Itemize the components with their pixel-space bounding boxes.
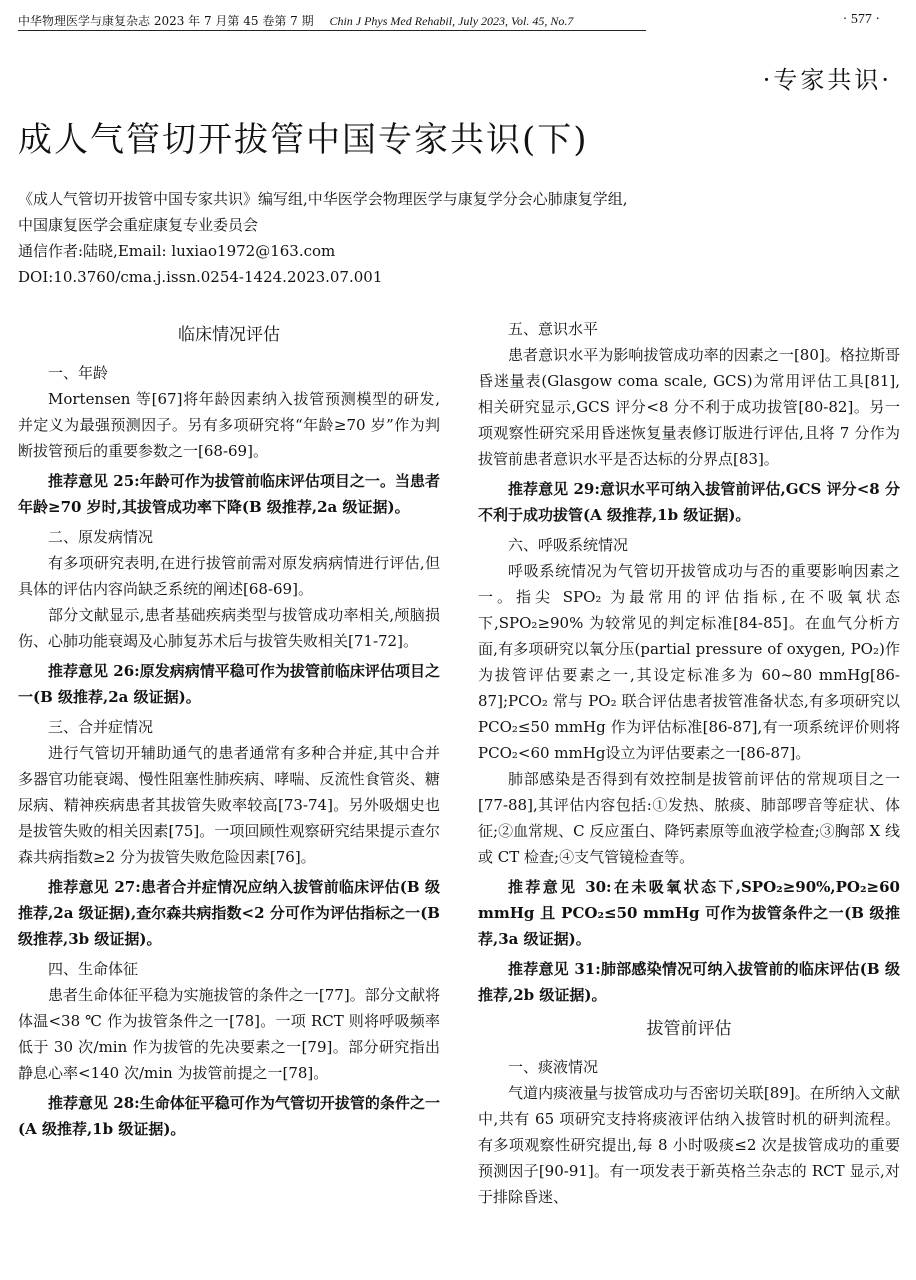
paragraph: 肺部感染是否得到有效控制是拔管前评估的常规项目之一[77-88],其评估内容包括:①发热、脓痰、肺部啰音等症状、体征;②血常规、C 反应蛋白、降钙素原等血液学检查;③胸部 X 线或 CT 检查;④支气管镜检查等。 xyxy=(478,770,900,866)
column-label: ·专家共识· xyxy=(762,66,892,94)
recommendation-31: 推荐意见 31:肺部感染情况可纳入拔管前的临床评估(B 级推荐,2b 级证据)。 xyxy=(478,960,900,1004)
subheading-comorbidity: 三、合并症情况 xyxy=(48,718,154,736)
recommendation-28: 推荐意见 28:生命体征平稳可作为气管切开拔管的条件之一(A 级推荐,1b 级证据)。 xyxy=(18,1094,440,1138)
article-title: 成人气管切开拔管中国专家共识(下) xyxy=(18,120,589,160)
page-number: · 577 · xyxy=(842,12,880,27)
subheading-respiratory: 六、呼吸系统情况 xyxy=(508,536,629,554)
paragraph: 呼吸系统情况为气管切开拔管成功与否的重要影响因素之一。指尖 SPO₂ 为最常用的评估指标,在不吸氧状态下,SPO₂≥90% 为较常见的判定标准[84-85]。在血气分析方面,有多项研究以氧分压(partial pressure of oxygen, PO₂)作为拔管评估要素之一,其设定标准多为 60~80 mmHg[86-87];PCO₂ 常与 PO₂ 联合评估患者拔管准备状态,有多项研究以 PCO₂≤50 mmHg 作为评估标准[86-87],有一项系统评价则将 PCO₂<60 mmHg设立为评估要素之一[86-87]。 xyxy=(478,562,900,762)
right-column xyxy=(478,316,900,1210)
paragraph: 部分文献显示,患者基础疾病类型与拔管成功率相关,颅脑损伤、心肺功能衰竭及心肺复苏术后与拔管失败相关[71-72]。 xyxy=(18,606,440,650)
paragraph: 气道内痰液量与拔管成功与否密切关联[89]。在所纳入文献中,共有 65 项研究支持将痰液评估纳入拔管时机的研判流程。有多项观察性研究提出,每 8 小时吸痰≤2 次是拔管成功的重要预测因子[90-91]。有一项发表于新英格兰杂志的 RCT 显示,对于排除昏迷、 xyxy=(478,1084,900,1206)
recommendation-29: 推荐意见 29:意识水平可纳入拔管前评估,GCS 评分<8 分不利于成功拔管(A 级推荐,1b 级证据)。 xyxy=(478,480,900,524)
paragraph: 进行气管切开辅助通气的患者通常有多种合并症,其中合并多器官功能衰竭、慢性阻塞性肺疾病、哮喘、反流性食管炎、糖尿病、精神疾病患者其拔管失败率较高[73-74]。另外吸烟史也是拔管失败的相关因素[75]。一项回顾性观察研究结果提示查尔森共病指数≥2 分为拔管失败危险因素[76]。 xyxy=(18,744,440,866)
corresponding-author: 通信作者:陆晓,Email: luxiao1972@163.com xyxy=(18,242,336,260)
recommendation-30: 推荐意见 30:在未吸氧状态下,SPO₂≥90%,PO₂≥60 mmHg 且 PCO₂≤50 mmHg 可作为拔管条件之一(B 级推荐,3a 级证据)。 xyxy=(478,878,900,948)
journal-name-cn: 中华物理医学与康复杂志 2023 年 7 月第 45 卷第 7 期 xyxy=(18,14,314,28)
recommendation-26: 推荐意见 26:原发病病情平稳可作为拔管前临床评估项目之一(B 级推荐,2a 级证据)。 xyxy=(18,662,440,706)
doi: DOI:10.3760/cma.j.issn.0254-1424.2023.07.001 xyxy=(18,268,383,286)
section-title-clinical: 临床情况评估 xyxy=(178,325,280,345)
subheading-sputum: 一、痰液情况 xyxy=(508,1058,599,1076)
paragraph: Mortensen 等[67]将年龄因素纳入拔管预测模型的研发,并定义为最强预测因子。另有多项研究将“年龄≥70 岁”作为判断拔管预后的重要参数之一[68-69]。 xyxy=(18,390,440,460)
recommendation-25: 推荐意见 25:年龄可作为拔管前临床评估项目之一。当患者年龄≥70 岁时,其拔管成功率下降(B 级推荐,2a 级证据)。 xyxy=(18,472,440,516)
author-line-2: 中国康复医学会重症康复专业委员会 xyxy=(18,216,259,234)
paragraph: 患者生命体征平稳为实施拔管的条件之一[77]。部分文献将体温<38 ℃ 作为拔管条件之一[78]。一项 RCT 则将呼吸频率低于 30 次/min 作为拔管的先决要素之一[79]。部分研究指出静息心率<140 次/min 为拔管前提之一[78]。 xyxy=(18,986,440,1082)
subheading-consciousness: 五、意识水平 xyxy=(508,320,599,338)
paragraph: 患者意识水平为影响拔管成功率的因素之一[80]。格拉斯哥昏迷量表(Glasgow coma scale, GCS)为常用评估工具[81],相关研究显示,GCS 评分<8 分不利于成功拔管[80-82]。另一项观察性研究采用昏迷恢复量表修订版进行评估,且将 7 分作为拔管前患者意识水平是否达标的分界点[83]。 xyxy=(478,346,900,468)
subheading-primary-disease: 二、原发病情况 xyxy=(48,528,154,546)
left-column xyxy=(18,316,440,1146)
author-block xyxy=(18,186,898,290)
paragraph: 有多项研究表明,在进行拔管前需对原发病病情进行评估,但具体的评估内容尚缺乏系统的阐述[68-69]。 xyxy=(18,554,440,598)
subheading-vital-signs: 四、生命体征 xyxy=(48,960,139,978)
journal-name-en: Chin J Phys Med Rehabil, July 2023, Vol. 45, No.7 xyxy=(329,14,574,28)
section-title-pre-extubation: 拔管前评估 xyxy=(646,1019,732,1039)
running-header xyxy=(18,12,646,31)
author-line-1: 《成人气管切开拔管中国专家共识》编写组,中华医学会物理医学与康复学分会心肺康复学组, xyxy=(18,190,628,208)
recommendation-27: 推荐意见 27:患者合并症情况应纳入拔管前临床评估(B 级推荐,2a 级证据),查尔森共病指数<2 分可作为评估指标之一(B 级推荐,3b 级证据)。 xyxy=(18,878,440,948)
subheading-age: 一、年龄 xyxy=(48,364,109,382)
